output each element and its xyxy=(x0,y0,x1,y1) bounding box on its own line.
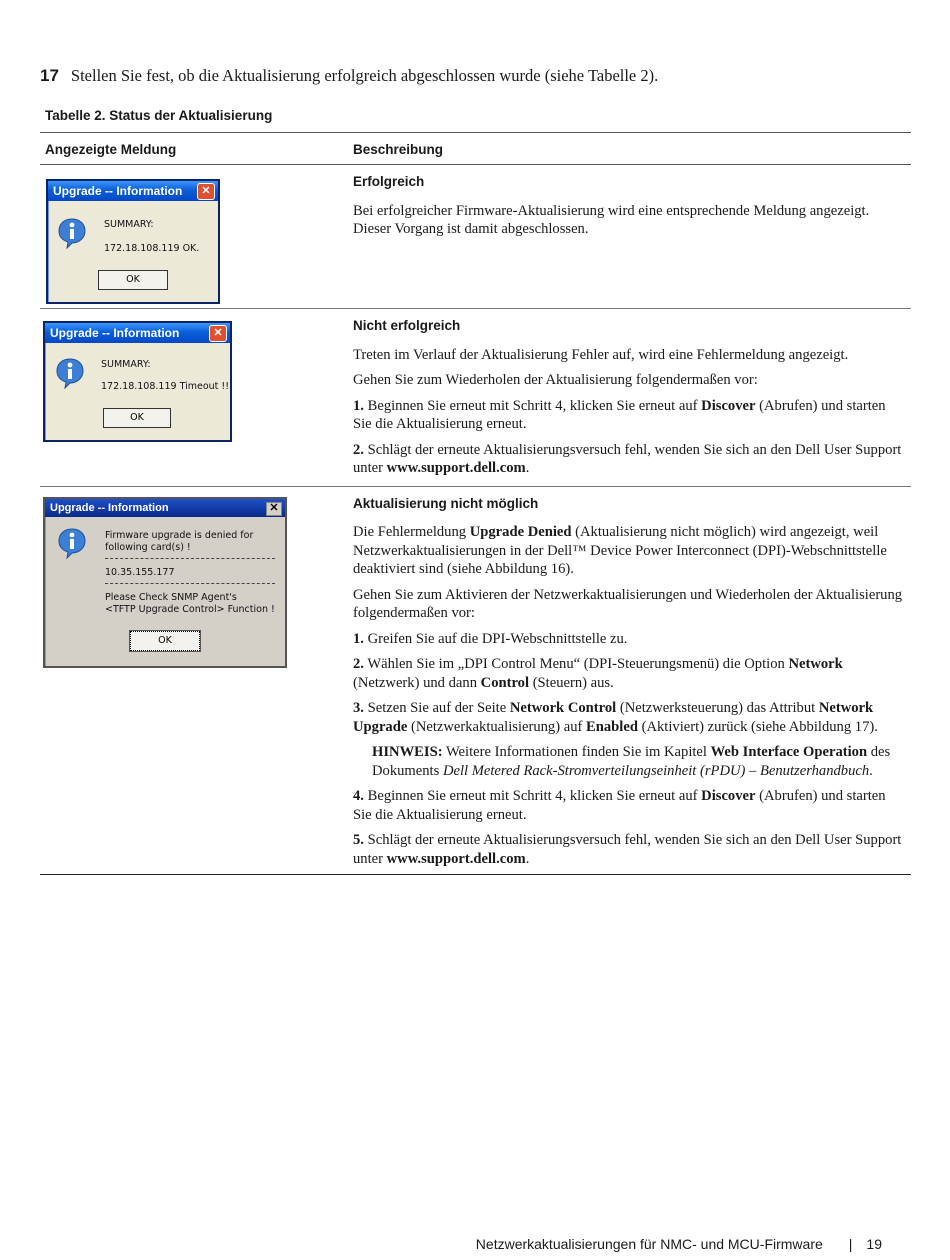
dialog-line-1: SUMMARY: xyxy=(104,219,154,230)
note-label: HINWEIS: xyxy=(372,744,443,760)
table-row xyxy=(40,486,911,875)
page-number: 19 xyxy=(866,1236,882,1252)
dialog-titlebar xyxy=(48,181,218,201)
status-table xyxy=(40,132,911,875)
success-dialog-screenshot xyxy=(46,179,220,304)
divider xyxy=(105,583,275,584)
info-icon xyxy=(57,527,87,559)
row-title: Nicht erfolgreich xyxy=(353,318,461,333)
description-paragraph: Treten im Verlauf der Aktualisierung Fehler auf, wird eine Fehlermeldung angezeigt. xyxy=(353,346,849,363)
screenshot-cell xyxy=(40,309,343,487)
dialog-titlebar xyxy=(45,323,230,343)
step-number: 17 xyxy=(40,66,59,85)
header-description: Beschreibung xyxy=(343,133,911,165)
header-displayed-message: Angezeigte Meldung xyxy=(40,133,343,165)
list-item: 3. Setzen Sie auf der Seite Network Control (Netzwerksteuerung) das Attribut Network Upgrade (Netzwerkaktualisierung) auf Enabled (Aktiviert) zurück (siehe Abbildung 17). xyxy=(353,700,878,735)
list-item: 1. Greifen Sie auf die DPI-Webschnittstelle zu. xyxy=(353,630,628,647)
footer-separator: | xyxy=(848,1236,853,1252)
ok-button: OK xyxy=(103,408,171,428)
description-cell xyxy=(343,165,911,309)
description-paragraph: Gehen Sie zum Wiederholen der Aktualisierung folgendermaßen vor: xyxy=(353,372,758,388)
dialog-title: Upgrade -- Information xyxy=(50,501,169,514)
close-icon: ✕ xyxy=(197,183,215,200)
dialog-line-1: SUMMARY: xyxy=(101,359,151,370)
dialog-line-4: Please Check SNMP Agent's xyxy=(105,591,237,603)
dialog-line-3: 10.35.155.177 xyxy=(105,566,175,578)
dialog-line-2: following card(s) ! xyxy=(105,541,191,553)
dialog-title: Upgrade -- Information xyxy=(53,184,183,198)
list-item: 2. Wählen Sie im „DPI Control Menu“ (DPI-Steuerungsmenü) die Option Network (Netzwerk) und dann Control (Steuern) aus. xyxy=(353,656,843,691)
step-text: Stellen Sie fest, ob die Aktualisierung erfolgreich abgeschlossen wurde (siehe Tabelle 2). xyxy=(70,66,659,85)
support-link: www.support.dell.com xyxy=(386,460,526,476)
table-row xyxy=(40,309,911,487)
screenshot-cell xyxy=(40,165,343,309)
table-caption: Tabelle 2. Status der Aktualisierung xyxy=(45,108,273,123)
description-paragraph: Gehen Sie zum Aktivieren der Netzwerkaktualisierungen und Wiederholen der Aktualisierung folgendermaßen vor: xyxy=(353,586,903,621)
step-17 xyxy=(40,66,920,86)
dialog-line-2: 172.18.108.119 Timeout !! xyxy=(101,381,230,392)
dialog-line-1: Firmware upgrade is denied for xyxy=(105,529,254,541)
support-link: www.support.dell.com xyxy=(386,850,526,867)
description-cell xyxy=(343,309,911,487)
row-title: Erfolgreich xyxy=(353,174,425,189)
list-item: 1. Beginnen Sie erneut mit Schritt 4, klicken Sie erneut auf Discover (Abrufen) und starten Sie die Aktualisierung erneut. xyxy=(353,397,886,432)
ok-button: OK xyxy=(130,631,200,651)
table-row xyxy=(40,165,911,309)
description-paragraph: Bei erfolgreicher Firmware-Aktualisierung wird eine entsprechende Meldung angezeigt. Dieser Vorgang ist damit abgeschlossen. xyxy=(353,202,870,237)
close-icon: ✕ xyxy=(209,325,227,342)
screenshot-cell xyxy=(40,486,343,875)
description-cell xyxy=(343,486,911,875)
timeout-dialog-screenshot xyxy=(43,321,232,442)
dialog-line-5: <TFTP Upgrade Control> Function ! xyxy=(105,603,275,615)
dialog-titlebar xyxy=(45,499,285,517)
divider xyxy=(105,558,275,559)
page-footer xyxy=(476,1236,882,1252)
list-item: 4. Beginnen Sie erneut mit Schritt 4, klicken Sie erneut auf Discover (Abrufen) und starten Sie die Aktualisierung erneut. xyxy=(353,788,886,823)
info-icon xyxy=(57,217,87,249)
dialog-line-2: 172.18.108.119 OK. xyxy=(104,243,200,254)
footer-title: Netzwerkaktualisierungen für NMC- und MCU-Firmware xyxy=(475,1236,823,1252)
denied-dialog-screenshot xyxy=(43,497,287,668)
dialog-title: Upgrade -- Information xyxy=(50,326,180,340)
list-item: 2. Schlägt der erneute Aktualisierungsversuch fehl, wenden Sie sich an den Dell User Support unter www.support.dell.com. xyxy=(353,441,902,476)
close-icon: ✕ xyxy=(266,502,282,516)
note: HINWEIS: Weitere Informationen finden Sie im Kapitel Web Interface Operation des Dokuments Dell Metered Rack-Stromverteilungseinheit (rPDU) – Benutzerhandbuch. xyxy=(372,744,891,779)
list-item: 5. Schlägt der erneute Aktualisierungsversuch fehl, wenden Sie sich an den Dell User Support unter www.support.dell.com. xyxy=(353,832,902,867)
info-icon xyxy=(55,357,85,389)
table-header-row xyxy=(40,133,911,165)
description-paragraph: Die Fehlermeldung Upgrade Denied (Aktualisierung nicht möglich) wird angezeigt, weil Netzwerkaktualisierungen in der Dell™ Device Power Interconnect (DPI)-Webschnittstelle deaktiviert sind (siehe Abbildung 16). xyxy=(353,524,887,577)
ok-button: OK xyxy=(98,270,168,290)
row-title: Aktualisierung nicht möglich xyxy=(353,495,539,511)
